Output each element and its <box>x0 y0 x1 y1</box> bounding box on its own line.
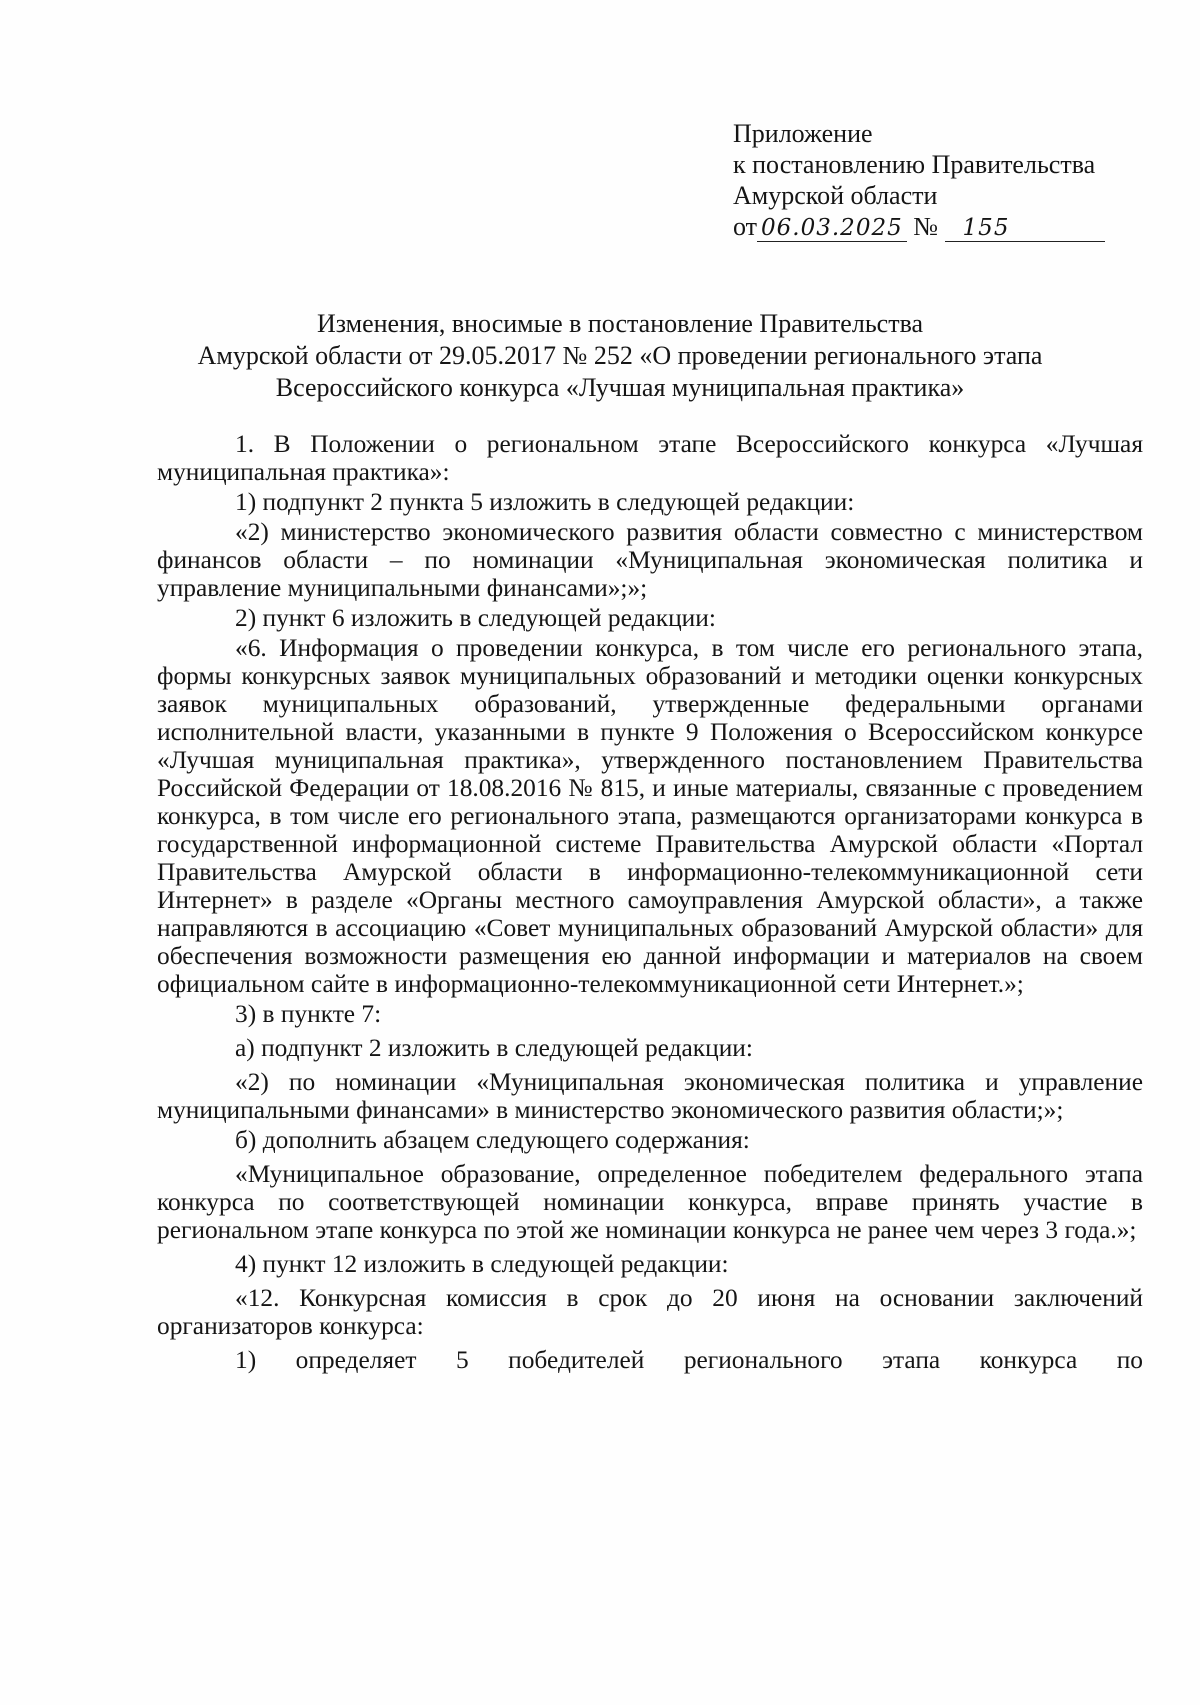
number-label: № <box>913 212 939 241</box>
appendix-line-1: Приложение <box>733 119 873 148</box>
paragraph-2: 1) подпункт 2 пункта 5 изложить в следующей редакции: <box>235 488 855 516</box>
paragraph-9: б) дополнить абзацем следующего содержания: <box>235 1126 750 1154</box>
appendix-date-number-line <box>733 211 1105 242</box>
paragraph-8: «2) по номинации «Муниципальная экономическая политика и управление муниципальными финансами» в министерство экономического развития области;»; <box>157 1068 1143 1124</box>
appendix-line-3: Амурской области <box>733 181 938 210</box>
paragraph-10: «Муниципальное образование, определенное победителем федерального этапа конкурса по соответствующей номинации конкурса, вправе принять участие в региональном этапе конкурса по этой же номинации конкурса не ранее чем через 3 года.»; <box>157 1160 1143 1244</box>
handwritten-date: 06.03.2025 <box>761 215 903 241</box>
paragraph-13: 1) определяет 5 победителей регионального этапа конкурса по <box>235 1346 1143 1374</box>
date-field <box>757 214 907 242</box>
number-field <box>945 214 1105 242</box>
title-line-3: Всероссийского конкурса «Лучшая муниципальная практика» <box>275 373 965 402</box>
paragraph-5: «6. Информация о проведении конкурса, в том числе его регионального этапа, формы конкурсных заявок муниципальных образований и методики оценки конкурсных заявок муниципальных образований, утвержденные федеральными органами исполнительной власти, указанными в пункте 9 Положения о Всероссийском конкурсе «Лучшая муниципальная практика», утвержденного постановлением Правительства Российской Федерации от 18.08.2016 № 815, и иные материалы, связанные с проведением конкурса, в том числе его регионального этапа, размещаются организаторами конкурса в государственной информационной системе Правительства Амурской области «Портал Правительства Амурской области в информационно-телекоммуникационной сети Интернет» в разделе «Органы местного самоуправления Амурской области», а также направляются в ассоциацию «Совет муниципальных образований Амурской области» для обеспечения возможности размещения ею данной информации и материалов на своем официальном сайте в информационно-телекоммуникационной сети Интернет.»; <box>157 634 1143 998</box>
paragraph-12: «12. Конкурсная комиссия в срок до 20 июня на основании заключений организаторов конкурса: <box>157 1284 1143 1340</box>
title-line-1: Изменения, вносимые в постановление Правительства <box>316 309 924 338</box>
paragraph-11: 4) пункт 12 изложить в следующей редакции: <box>235 1250 729 1278</box>
appendix-line-2: к постановлению Правительства <box>733 150 1096 179</box>
document-body <box>157 430 1143 1376</box>
handwritten-number: 155 <box>962 215 1010 241</box>
paragraph-1: 1. В Положении о региональном этапе Всероссийского конкурса «Лучшая муниципальная практика»: <box>157 430 1143 486</box>
paragraph-3: «2) министерство экономического развития области совместно с министерством финансов области – по номинации «Муниципальная экономическая политика и управление муниципальными финансами»;»; <box>157 518 1143 602</box>
from-label: от <box>733 212 758 241</box>
document-title <box>140 308 1100 404</box>
paragraph-6: 3) в пункте 7: <box>235 1000 382 1028</box>
appendix-block <box>733 118 1105 242</box>
paragraph-7: а) подпункт 2 изложить в следующей редакции: <box>235 1034 753 1062</box>
title-line-2: Амурской области от 29.05.2017 № 252 «О проведении регионального этапа <box>197 341 1043 370</box>
paragraph-4: 2) пункт 6 изложить в следующей редакции: <box>235 604 716 632</box>
